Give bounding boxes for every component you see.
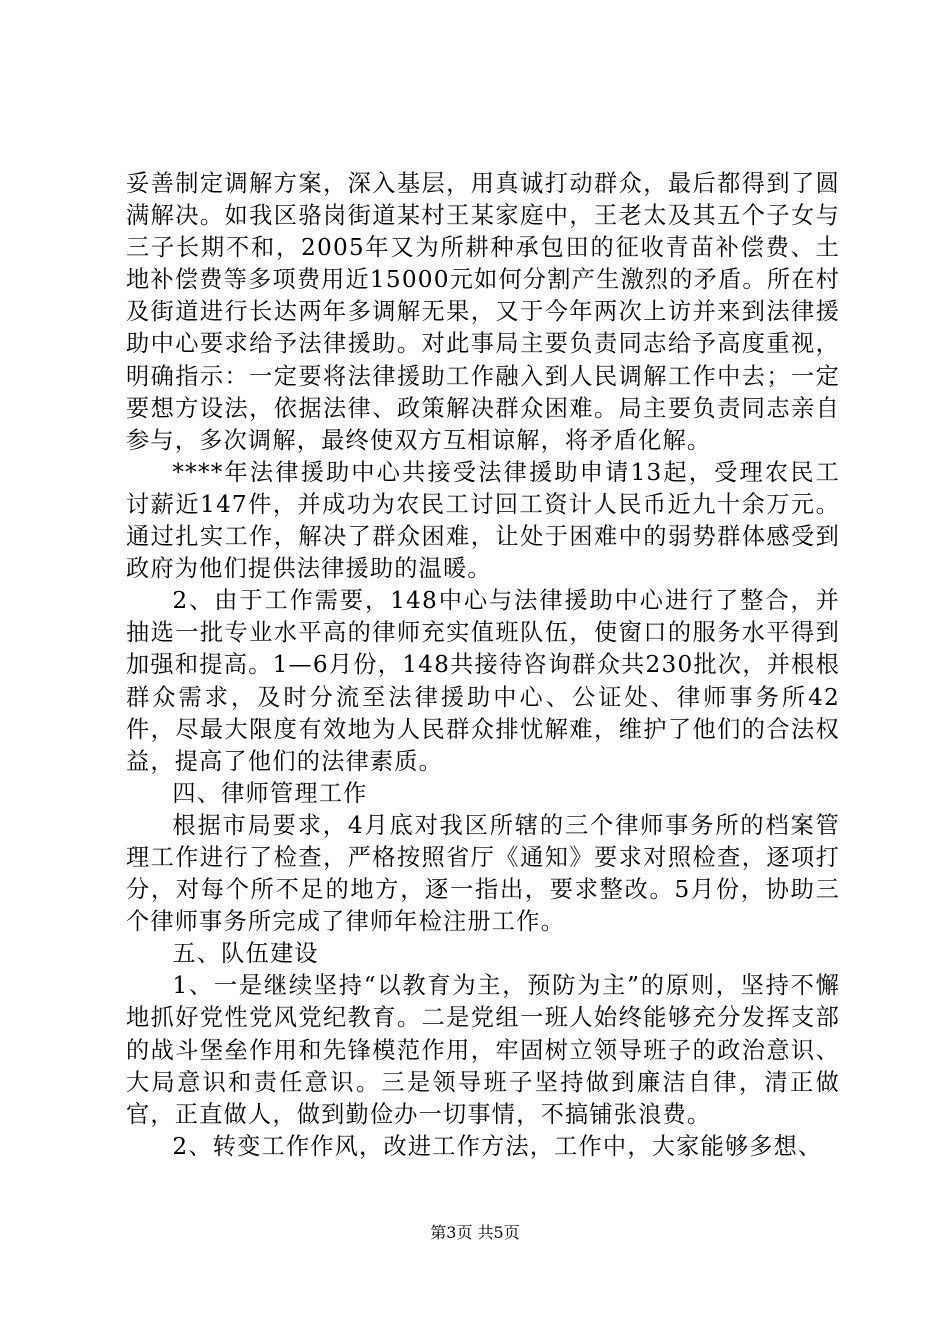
paragraph-legal-aid-statistics: ****年法律援助中心共接受法律援助申请13起，受理农民工讨薪近147件，并成功为农民工讨回工资计人民币近九十余万元。通过扎实工作，解决了群众困难，让处于困难中的弱势群体感受到政府为他们提供法律援助的温暖。	[126, 458, 840, 583]
paragraph-party-education: 1、一是继续坚持“以教育为主，预防为主”的原则，坚持不懈地抓好党性党风党纪教育。二是党组一班人始终能够充分发挥支部的战斗堡垒作用和先锋模范作用，牢固树立领导班子的政治意识、大局意识和责任意识。三是领导班子坚持做到廉洁自律，清正做官，正直做人，做到勤俭办一切事情，不搞铺张浪费。	[126, 972, 840, 1128]
paragraph-lawyer-inspection: 根据市局要求，4月底对我区所辖的三个律师事务所的档案管理工作进行了检查，严格按照省厅《通知》要求对照检查，逐项打分，对每个所不足的地方，逐一指出，要求整改。5月份，协助三个律师事务所完成了律师年检注册工作。	[126, 811, 840, 936]
page-number-footer: 第3页 共5页	[430, 1223, 520, 1242]
paragraph-mediation-case: 妥善制定调解方案，深入基层，用真诚打动群众，最后都得到了圆满解决。如我区骆岗街道某村王某家庭中，王老太及其五个子女与三子长期不和，2005年又为所耕种承包田的征收青苗补偿费、土地补偿费等多项费用近15000元如何分割产生激烈的矛盾。所在村及街道进行长达两年多调解无果，又于今年两次上访并来到法律援助中心要求给予法律援助。对此事局主要负责同志给予高度重视，明确指示：一定要将法律援助工作融入到人民调解工作中去；一定要想方设法，依据法律、政策解决群众困难。局主要负责同志亲自参与，多次调解，最终使双方互相谅解，将矛盾化解。	[126, 170, 840, 454]
section-heading-lawyer-management: 四、律师管理工作	[172, 779, 368, 807]
paragraph-148-center-integration: 2、由于工作需要，148中心与法律援助中心进行了整合，并抽选一批专业水平高的律师充实值班队伍，使窗口的服务水平得到加强和提高。1—6月份，148共接待咨询群众共230批次，并根根群众需求，及时分流至法律援助中心、公证处、律师事务所42件，尽最大限度有效地为人民群众排忧解难，维护了他们的合法权益，提高了他们的法律素质。	[126, 587, 840, 775]
paragraph-work-style: 2、转变工作作风，改进工作方法，工作中，大家能够多想、	[172, 1132, 823, 1160]
document-body	[126, 168, 840, 1163]
section-heading-team-building: 五、队伍建设	[172, 940, 319, 968]
